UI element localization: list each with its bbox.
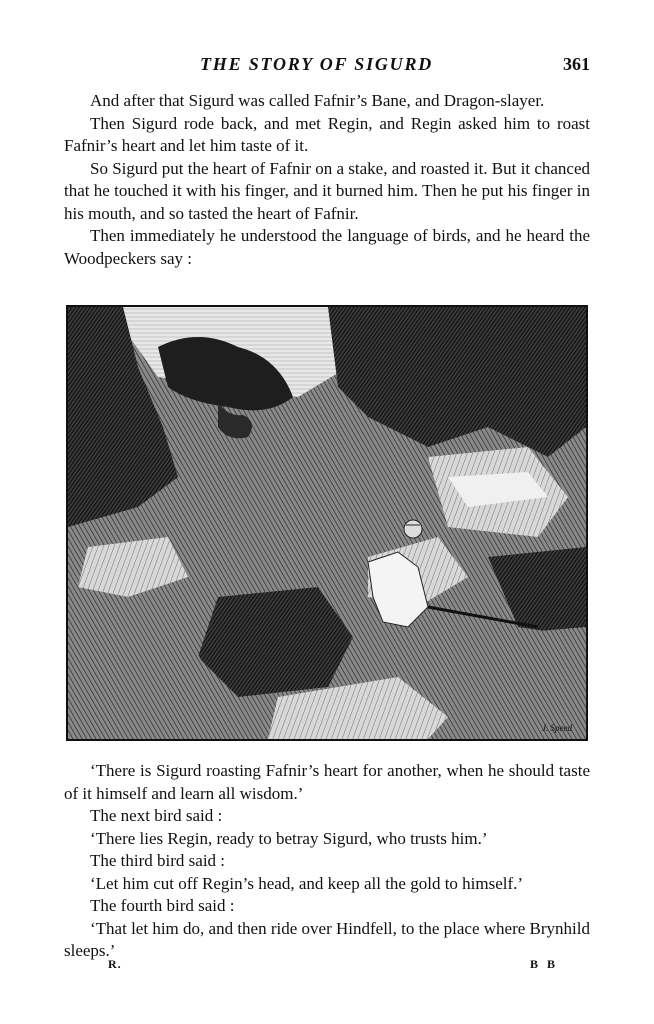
printer-signature-mark: R. bbox=[108, 957, 122, 971]
paragraph: ‘There lies Regin, ready to betray Sigurd, who trusts him.’ bbox=[90, 828, 488, 848]
paragraph: ‘Let him cut off Regin’s head, and keep all the gold to himself.’ bbox=[90, 873, 524, 893]
paragraph: So Sigurd put the heart of Fafnir on a stake, and roasted it. But it chanced that he touched it with his finger, and it burned him. Then he put his finger in his mouth, and so tasted the heart of Fafnir. bbox=[64, 158, 590, 223]
paragraph: The next bird said : bbox=[90, 806, 223, 825]
illustration-engraving bbox=[68, 307, 586, 739]
paragraph: The fourth bird said : bbox=[90, 896, 235, 915]
top-text-block bbox=[64, 90, 590, 270]
paragraph: Then immediately he understood the language of birds, and he heard the Woodpeckers say : bbox=[64, 226, 590, 268]
illustration bbox=[66, 305, 588, 741]
sheet-mark: B B bbox=[529, 957, 558, 971]
paragraph: The third bird said : bbox=[90, 851, 226, 870]
running-title: THE STORY OF SIGURD bbox=[200, 54, 434, 74]
bottom-text-block bbox=[64, 760, 590, 963]
running-head bbox=[0, 54, 654, 78]
paragraph: ‘That let him do, and then ride over Hindfell, to the place where Brynhild sleeps.’ bbox=[64, 918, 590, 960]
paragraph: Then Sigurd rode back, and met Regin, and Regin asked him to roast Fafnir’s heart and let him taste of it. bbox=[64, 113, 590, 155]
artist-signature: J. Speed bbox=[542, 723, 572, 733]
paragraph: And after that Sigurd was called Fafnir’s Bane, and Dragon-slayer. bbox=[90, 91, 545, 110]
page-number: 361 bbox=[563, 54, 590, 74]
paragraph: ‘There is Sigurd roasting Fafnir’s heart for another, when he should taste of it himself and learn all wisdom.’ bbox=[64, 761, 590, 803]
